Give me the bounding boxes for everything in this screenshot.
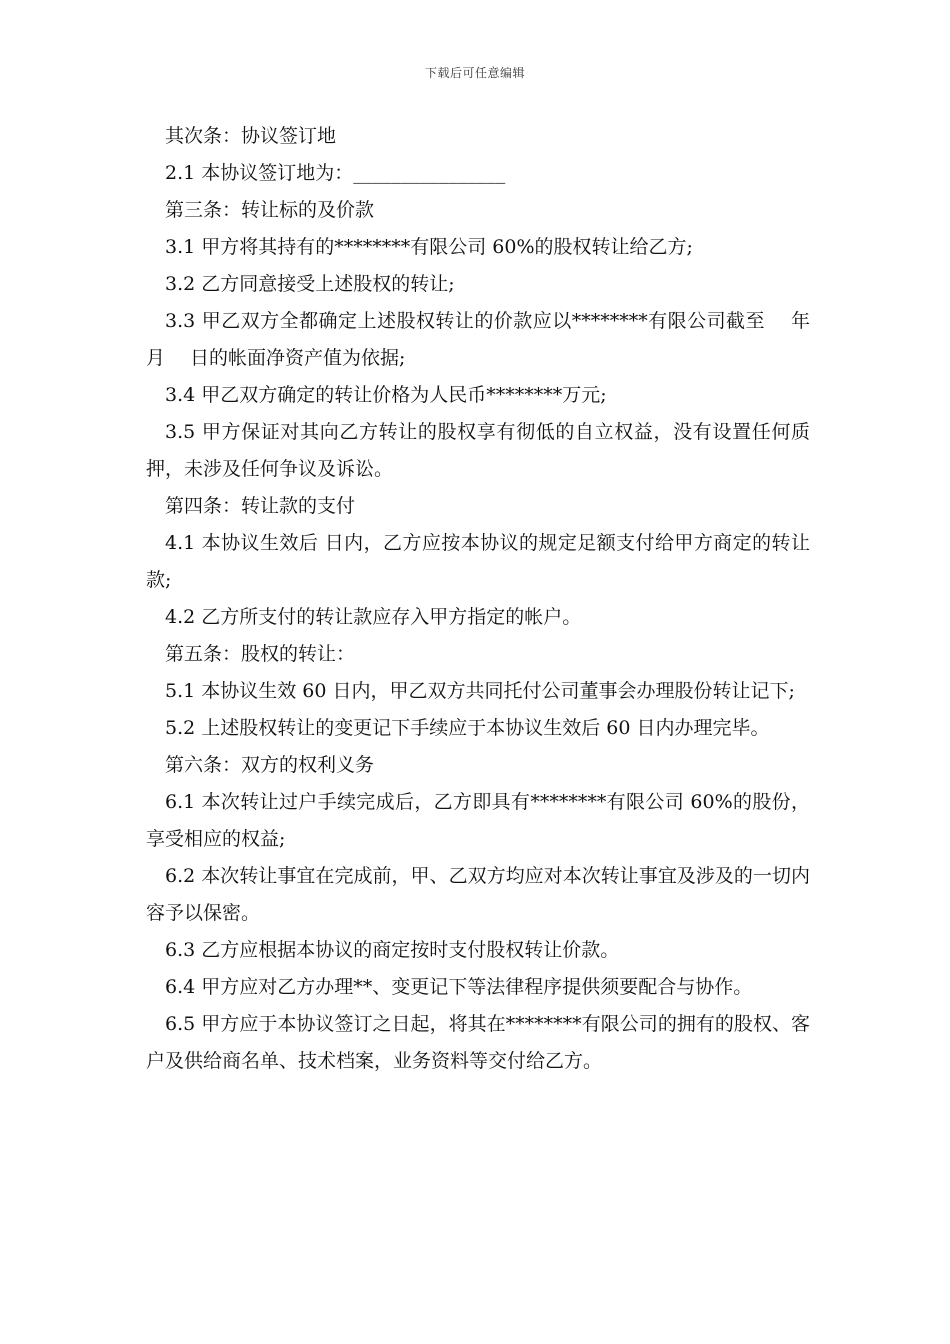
clause-6-5: 6.5 甲方应于本协议签订之日起，将其在********有限公司的拥有的股权、客户及供给商名单、技术档案，业务资料等交付给乙方。 (146, 1013, 810, 1072)
clause-6-3: 6.3 乙方应根据本协议的商定按时支付股权转让价款。 (165, 939, 620, 961)
clause-3-3: 3.3 甲乙双方全都确定上述股权转让的价款应以********有限公司截至 年 月 日的帐面净资产值为依据; (146, 310, 836, 369)
page-header: 下载后可任意编辑 (424, 66, 525, 80)
clause-3-2: 3.2 乙方同意接受上述股权的转让; (165, 273, 455, 295)
document-body (146, 118, 836, 1080)
clause-6-2: 6.2 本次转让事宜在完成前，甲、乙双方均应对本次转让事宜及涉及的一切内容予以保密。 (146, 865, 810, 924)
clause-5-1: 5.1 本协议生效 60 日内，甲乙双方共同托付公司董事会办理股份转让记下; (165, 680, 795, 702)
clause-5-2: 5.2 上述股权转让的变更记下手续应于本协议生效后 60 日内办理完毕。 (165, 717, 770, 739)
clause-4-2: 4.2 乙方所支付的转让款应存入甲方指定的帐户。 (165, 606, 582, 628)
clause-2-1: 2.1 本协议签订地为：________________ (165, 162, 506, 184)
section-heading-5: 第五条：股权的转让： (165, 643, 356, 665)
section-heading-4: 第四条：转让款的支付 (165, 495, 356, 517)
section-heading-3: 第三条：转让标的及价款 (165, 199, 375, 221)
clause-6-1: 6.1 本次转让过户手续完成后，乙方即具有********有限公司 60%的股份，享受相应的权益; (146, 791, 810, 850)
section-heading-6: 第六条：双方的权利义务 (165, 754, 375, 776)
clause-4-1: 4.1 本协议生效后 日内，乙方应按本协议的规定足额支付给甲方商定的转让款; (146, 532, 810, 591)
clause-6-4: 6.4 甲方应对乙方办理**、变更记下等法律程序提供须要配合与协作。 (165, 976, 753, 998)
clause-3-4: 3.4 甲乙双方确定的转让价格为人民币********万元; (165, 384, 607, 406)
section-heading-2: 其次条：协议签订地 (165, 125, 337, 147)
clause-3-5: 3.5 甲方保证对其向乙方转让的股权享有彻低的自立权益，没有设置任何质押，未涉及任何争议及诉讼。 (146, 421, 810, 480)
clause-3-1: 3.1 甲方将其持有的********有限公司 60%的股权转让给乙方; (165, 236, 693, 258)
